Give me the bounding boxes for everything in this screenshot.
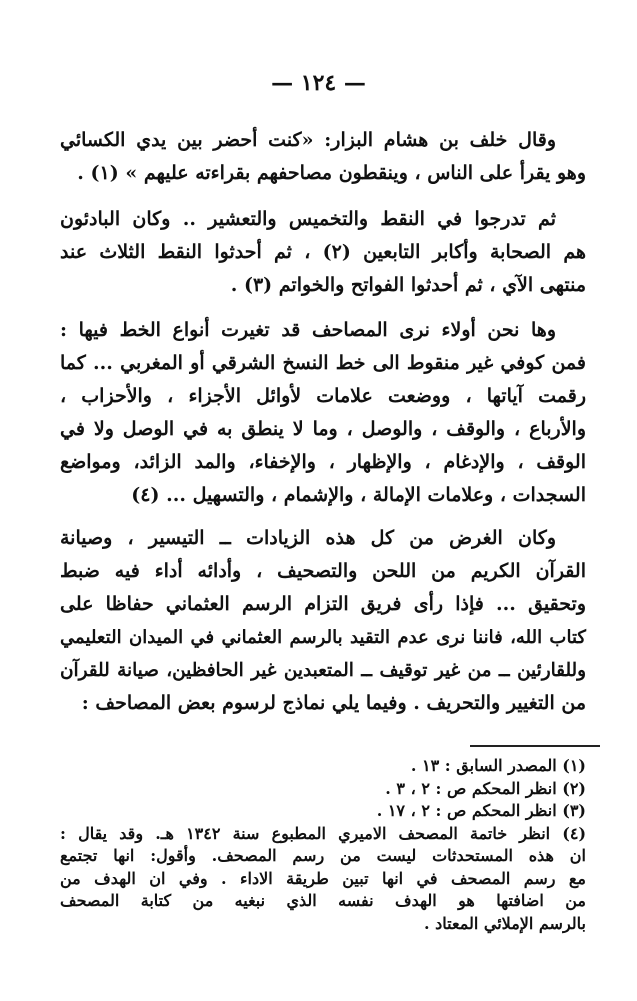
footnote-1 xyxy=(60,755,586,778)
footnotes xyxy=(60,755,586,935)
paragraph-2 xyxy=(60,203,586,302)
footnote-line: (٤) انظر خاتمة المصحف الاميري المطبوع سنة ١٣٤٢ هـ. وقد يقال : xyxy=(60,823,587,843)
footnote-line: مع رسم المصحف في انها تبين طريقة الاداء . وفي ان الهدف من xyxy=(60,868,586,888)
paragraph-line: وتحقيق ... فإذا رأى فريق التزام الرسم العثماني حفاظا على xyxy=(60,593,586,615)
footnote-line: (١) المصدر السابق : ١٣ . xyxy=(410,756,586,775)
paragraph-line: هم الصحابة وأكابر التابعين (٢) ، ثم أحدثوا النقط الثلاث عند xyxy=(60,241,586,263)
footnote-3 xyxy=(60,800,586,823)
paragraph-line: وقال خلف بن هشام البزار: «كنت أحضر بين يدي الكسائي xyxy=(60,129,556,151)
paragraph-line: وللقارئين ــ من غير توقيف ــ المتعبدين غير الحافظين، صيانة للقرآن xyxy=(60,660,586,681)
paragraph-4 xyxy=(60,522,586,720)
footnote-2 xyxy=(60,778,586,801)
paragraph-line: وها نحن أولاء نرى المصاحف قد تغيرت أنواع الخط فيها : xyxy=(60,319,556,341)
paragraph-line: القرآن الكريم من اللحن والتصحيف ، وأدائه أداء فيه ضبط xyxy=(60,560,586,582)
footnote-line: من اضافتها هو الهدف نفسه الذي نبغيه من كتابة المصحف xyxy=(60,891,586,910)
paragraph-line: ثم تدرجوا في النقط والتخميس والتعشير .. وكان البادئون xyxy=(60,208,556,230)
paragraph-line: كتاب الله، فاننا نرى عدم التقيد بالرسم العثماني في الميدان التعليمي xyxy=(60,627,586,648)
paragraph-line: من التغيير والتحريف . وفيما يلي نماذج لرسوم بعض المصاحف : xyxy=(81,692,586,714)
paragraph-line: الوقف ، والإدغام ، والإظهار ، والإخفاء، والمد الزائد، ومواضع xyxy=(60,451,586,473)
footnote-4 xyxy=(60,823,586,936)
paragraph-line: فمن كوفي غير منقوط الى خط النسخ الشرقي أو المغربي ... كما xyxy=(60,352,586,374)
footnote-line: (٢) انظر المحكم ص : ٢ ، ٣ . xyxy=(385,778,586,798)
paragraph-1 xyxy=(60,124,586,190)
footnote-line: (٣) انظر المحكم ص : ٢ ، ١٧ . xyxy=(376,801,586,820)
paragraph-line: منتهى الآي ، ثم أحدثوا الفواتح والخواتم (٣) . xyxy=(230,274,586,296)
paragraph-line: وهو يقرأ على الناس ، وينقطون مصاحفهم بقراءته عليهم » (١) . xyxy=(77,162,586,184)
paragraph-line: السجدات ، وعلامات الإمالة ، والإشمام ، والتسهيل ... (٤) xyxy=(131,484,586,506)
paragraph-line: والأرباع ، والوقف ، والوصل ، وما لا ينطق به في الوصل ولا في xyxy=(60,418,586,440)
paragraph-3 xyxy=(60,314,586,512)
paragraph-line: رقمت آياتها ، ووضعت علامات لأوائل الأجزاء ، والأحزاب ، xyxy=(60,385,586,407)
footnote-line: بالرسم الإملائي المعتاد . xyxy=(424,913,586,933)
paragraph-line: وكان الغرض من كل هذه الزيادات ــ التيسير ، وصيانة xyxy=(60,527,556,549)
footnote-divider xyxy=(470,745,600,747)
footnote-line: ان هذه المستحدثات ليست من رسم المصحف. وأقول: انها تجتمع xyxy=(60,846,586,865)
page-number: — ١٢٤ — xyxy=(271,70,366,96)
